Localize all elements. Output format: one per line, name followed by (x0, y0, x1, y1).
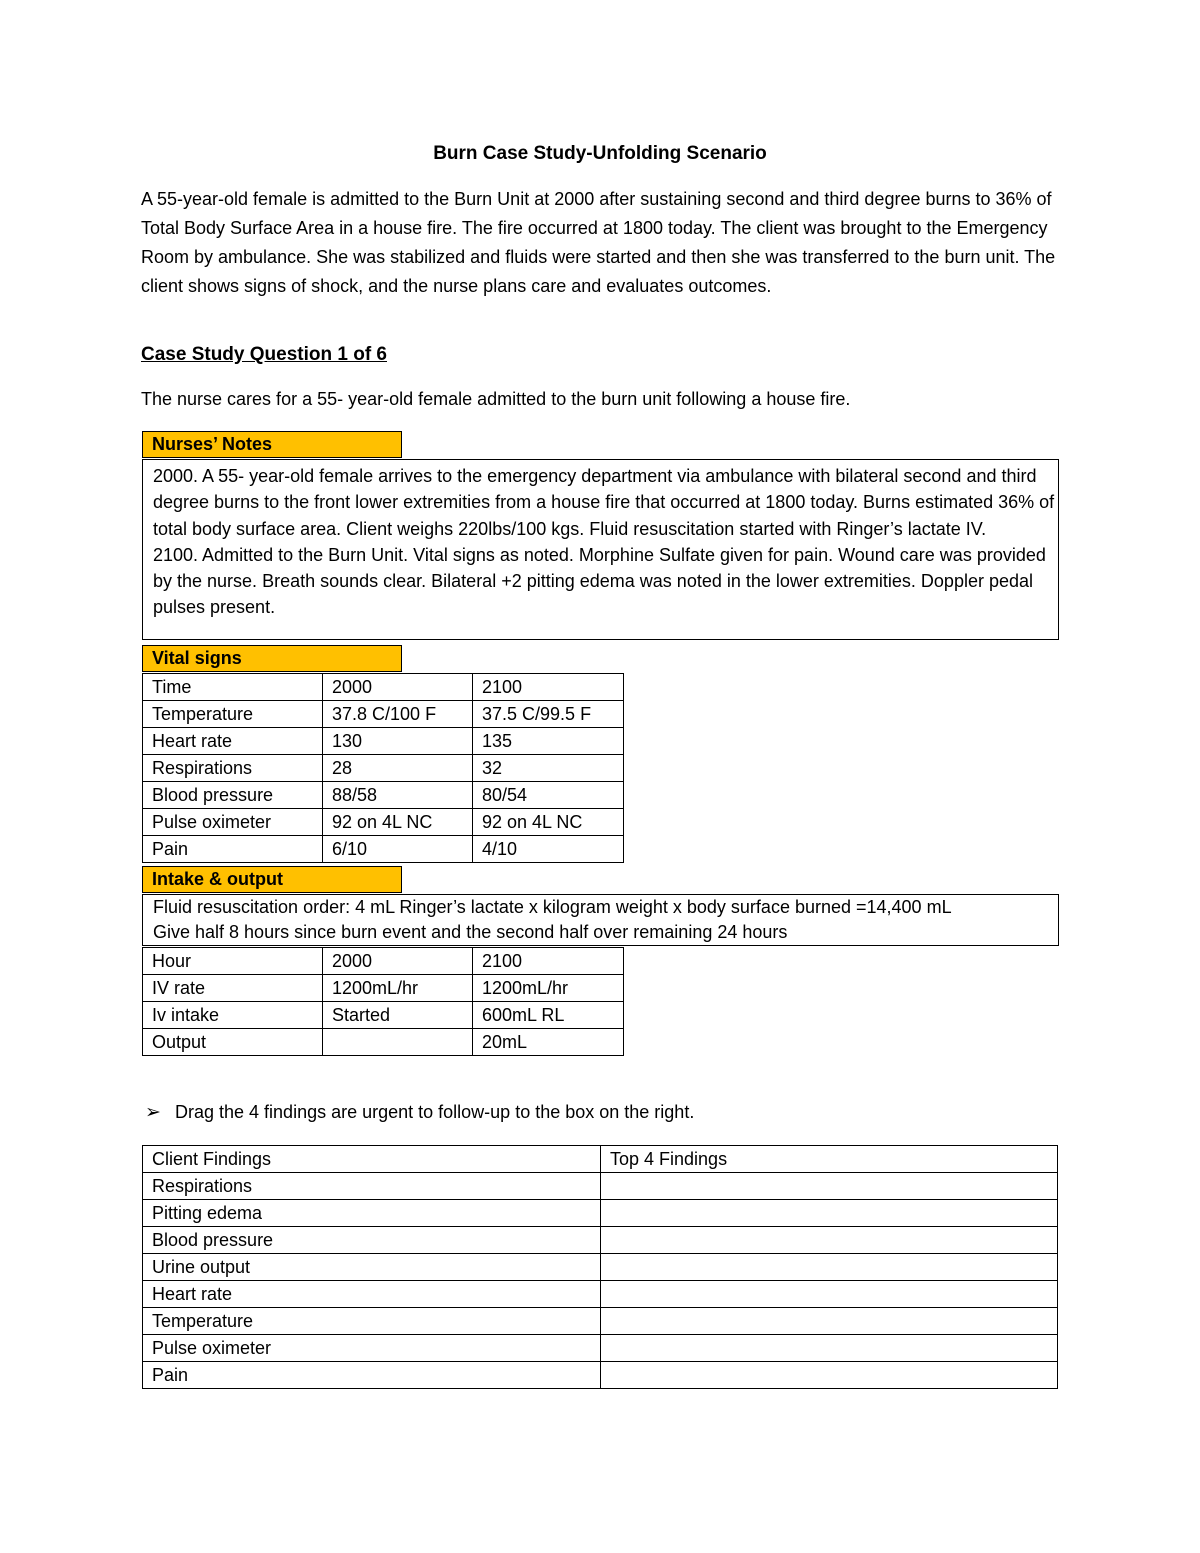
vital-signs-cell: Pulse oximeter (143, 809, 323, 836)
finding-row (143, 1308, 1058, 1335)
top-findings-header: Top 4 Findings (601, 1146, 1058, 1173)
client-findings-header: Client Findings (143, 1146, 601, 1173)
vital-signs-row (143, 755, 624, 782)
intake-output-cell: Iv intake (143, 1002, 323, 1029)
intake-output-table (142, 947, 624, 1056)
intake-output-row (143, 975, 624, 1002)
top-finding-drop-slot[interactable] (601, 1362, 1058, 1389)
intake-output-cell (323, 1029, 473, 1056)
note-entry-2100: 2100. Admitted to the Burn Unit. Vital signs as noted. Morphine Sulfate given for pain. Wound care was provided by the nurse. Breath sounds clear. Bilateral +2 pitting edema was noted in the lower extremities. Doppler pedal pulses present. (153, 544, 1046, 618)
intro-text: A 55-year-old female is admitted to the Burn Unit at 2000 after sustaining second and third degree burns to 36% of Total Body Surface Area in a house fire. The fire occurred at 1800 today. The client was brought to the Emergency Room by ambulance. She was stabilized and fluids were started and then she was transferred to the burn unit. The client shows signs of shock, and the nurse plans care and evaluates outcomes. (141, 189, 1056, 296)
vital-signs-cell: 6/10 (323, 836, 473, 863)
client-finding-item[interactable]: Blood pressure (143, 1227, 601, 1254)
vital-signs-cell: 32 (473, 755, 624, 782)
nurses-notes-box (142, 459, 1059, 640)
vital-signs-cell: 88/58 (323, 782, 473, 809)
vital-signs-cell: 2000 (323, 674, 473, 701)
vital-signs-cell: 2100 (473, 674, 624, 701)
question-heading: Case Study Question 1 of 6 (141, 344, 387, 365)
finding-row (143, 1281, 1058, 1308)
top-finding-drop-slot[interactable] (601, 1254, 1058, 1281)
intake-output-cell: 20mL (473, 1029, 624, 1056)
top-finding-drop-slot[interactable] (601, 1281, 1058, 1308)
fluid-order-box (142, 894, 1059, 946)
top-finding-drop-slot[interactable] (601, 1227, 1058, 1254)
finding-row (143, 1227, 1058, 1254)
client-finding-item[interactable]: Temperature (143, 1308, 601, 1335)
vital-signs-cell: 92 on 4L NC (473, 809, 624, 836)
vital-signs-row (143, 782, 624, 809)
finding-row (143, 1335, 1058, 1362)
intake-output-cell: 2000 (323, 948, 473, 975)
intake-output-cell: Hour (143, 948, 323, 975)
fluid-order-line-2: Give half 8 hours since burn event and the second half over remaining 24 hours (153, 922, 788, 942)
intake-output-cell: 2100 (473, 948, 624, 975)
intake-output-cell: 1200mL/hr (473, 975, 624, 1002)
client-finding-item[interactable]: Urine output (143, 1254, 601, 1281)
finding-row (143, 1254, 1058, 1281)
vital-signs-header: Vital signs (142, 645, 402, 672)
top-finding-drop-slot[interactable] (601, 1200, 1058, 1227)
client-finding-item[interactable]: Pitting edema (143, 1200, 601, 1227)
drag-instruction-text: Drag the 4 findings are urgent to follow-up to the box on the right. (175, 1102, 695, 1122)
question-text: The nurse cares for a 55- year-old female admitted to the burn unit following a house fire. (141, 389, 851, 409)
finding-row (143, 1173, 1058, 1200)
top-finding-drop-slot[interactable] (601, 1308, 1058, 1335)
nurses-notes-header: Nurses’ Notes (142, 431, 402, 458)
vital-signs-cell: 37.8 C/100 F (323, 701, 473, 728)
intake-output-row (143, 948, 624, 975)
finding-row (143, 1362, 1058, 1389)
vital-signs-cell: Heart rate (143, 728, 323, 755)
vital-signs-row (143, 701, 624, 728)
client-finding-item[interactable]: Pulse oximeter (143, 1335, 601, 1362)
vital-signs-row (143, 809, 624, 836)
client-finding-item[interactable]: Respirations (143, 1173, 601, 1200)
intake-output-row (143, 1002, 624, 1029)
intake-output-cell: Started (323, 1002, 473, 1029)
vital-signs-row (143, 728, 624, 755)
findings-header-row (143, 1146, 1058, 1173)
intake-output-cell: Output (143, 1029, 323, 1056)
vital-signs-cell: 130 (323, 728, 473, 755)
intake-output-header: Intake & output (142, 866, 402, 893)
arrow-bullet-icon: ➢ (145, 1102, 161, 1123)
findings-table (142, 1145, 1058, 1389)
client-finding-item[interactable]: Pain (143, 1362, 601, 1389)
intake-output-cell: IV rate (143, 975, 323, 1002)
vital-signs-cell: Temperature (143, 701, 323, 728)
intro-paragraph (141, 185, 1071, 301)
intake-output-cell: 1200mL/hr (323, 975, 473, 1002)
vital-signs-row (143, 674, 624, 701)
intake-output-row (143, 1029, 624, 1056)
drag-instruction (145, 1102, 695, 1123)
vital-signs-cell: Time (143, 674, 323, 701)
vital-signs-cell: 28 (323, 755, 473, 782)
vital-signs-cell: 135 (473, 728, 624, 755)
vital-signs-cell: Respirations (143, 755, 323, 782)
vital-signs-cell: Pain (143, 836, 323, 863)
vital-signs-table (142, 673, 624, 863)
intake-output-cell: 600mL RL (473, 1002, 624, 1029)
vital-signs-cell: 80/54 (473, 782, 624, 809)
vital-signs-row (143, 836, 624, 863)
vital-signs-cell: Blood pressure (143, 782, 323, 809)
finding-row (143, 1200, 1058, 1227)
vital-signs-cell: 4/10 (473, 836, 624, 863)
top-finding-drop-slot[interactable] (601, 1173, 1058, 1200)
client-finding-item[interactable]: Heart rate (143, 1281, 601, 1308)
document-title: Burn Case Study-Unfolding Scenario (433, 143, 767, 164)
note-entry-2000: 2000. A 55- year-old female arrives to the emergency department via ambulance with bilateral second and third degree burns to the front lower extremities from a house fire that occurred at 1800 today. Burns estimated 36% of total body surface area. Client weighs 220lbs/100 kgs. Fluid resuscitation started with Ringer’s lactate IV. (153, 466, 1055, 539)
top-finding-drop-slot[interactable] (601, 1335, 1058, 1362)
fluid-order-line-1: Fluid resuscitation order: 4 mL Ringer’s lactate x kilogram weight x body surface burned =14,400 mL (153, 897, 952, 917)
vital-signs-cell: 37.5 C/99.5 F (473, 701, 624, 728)
vital-signs-cell: 92 on 4L NC (323, 809, 473, 836)
